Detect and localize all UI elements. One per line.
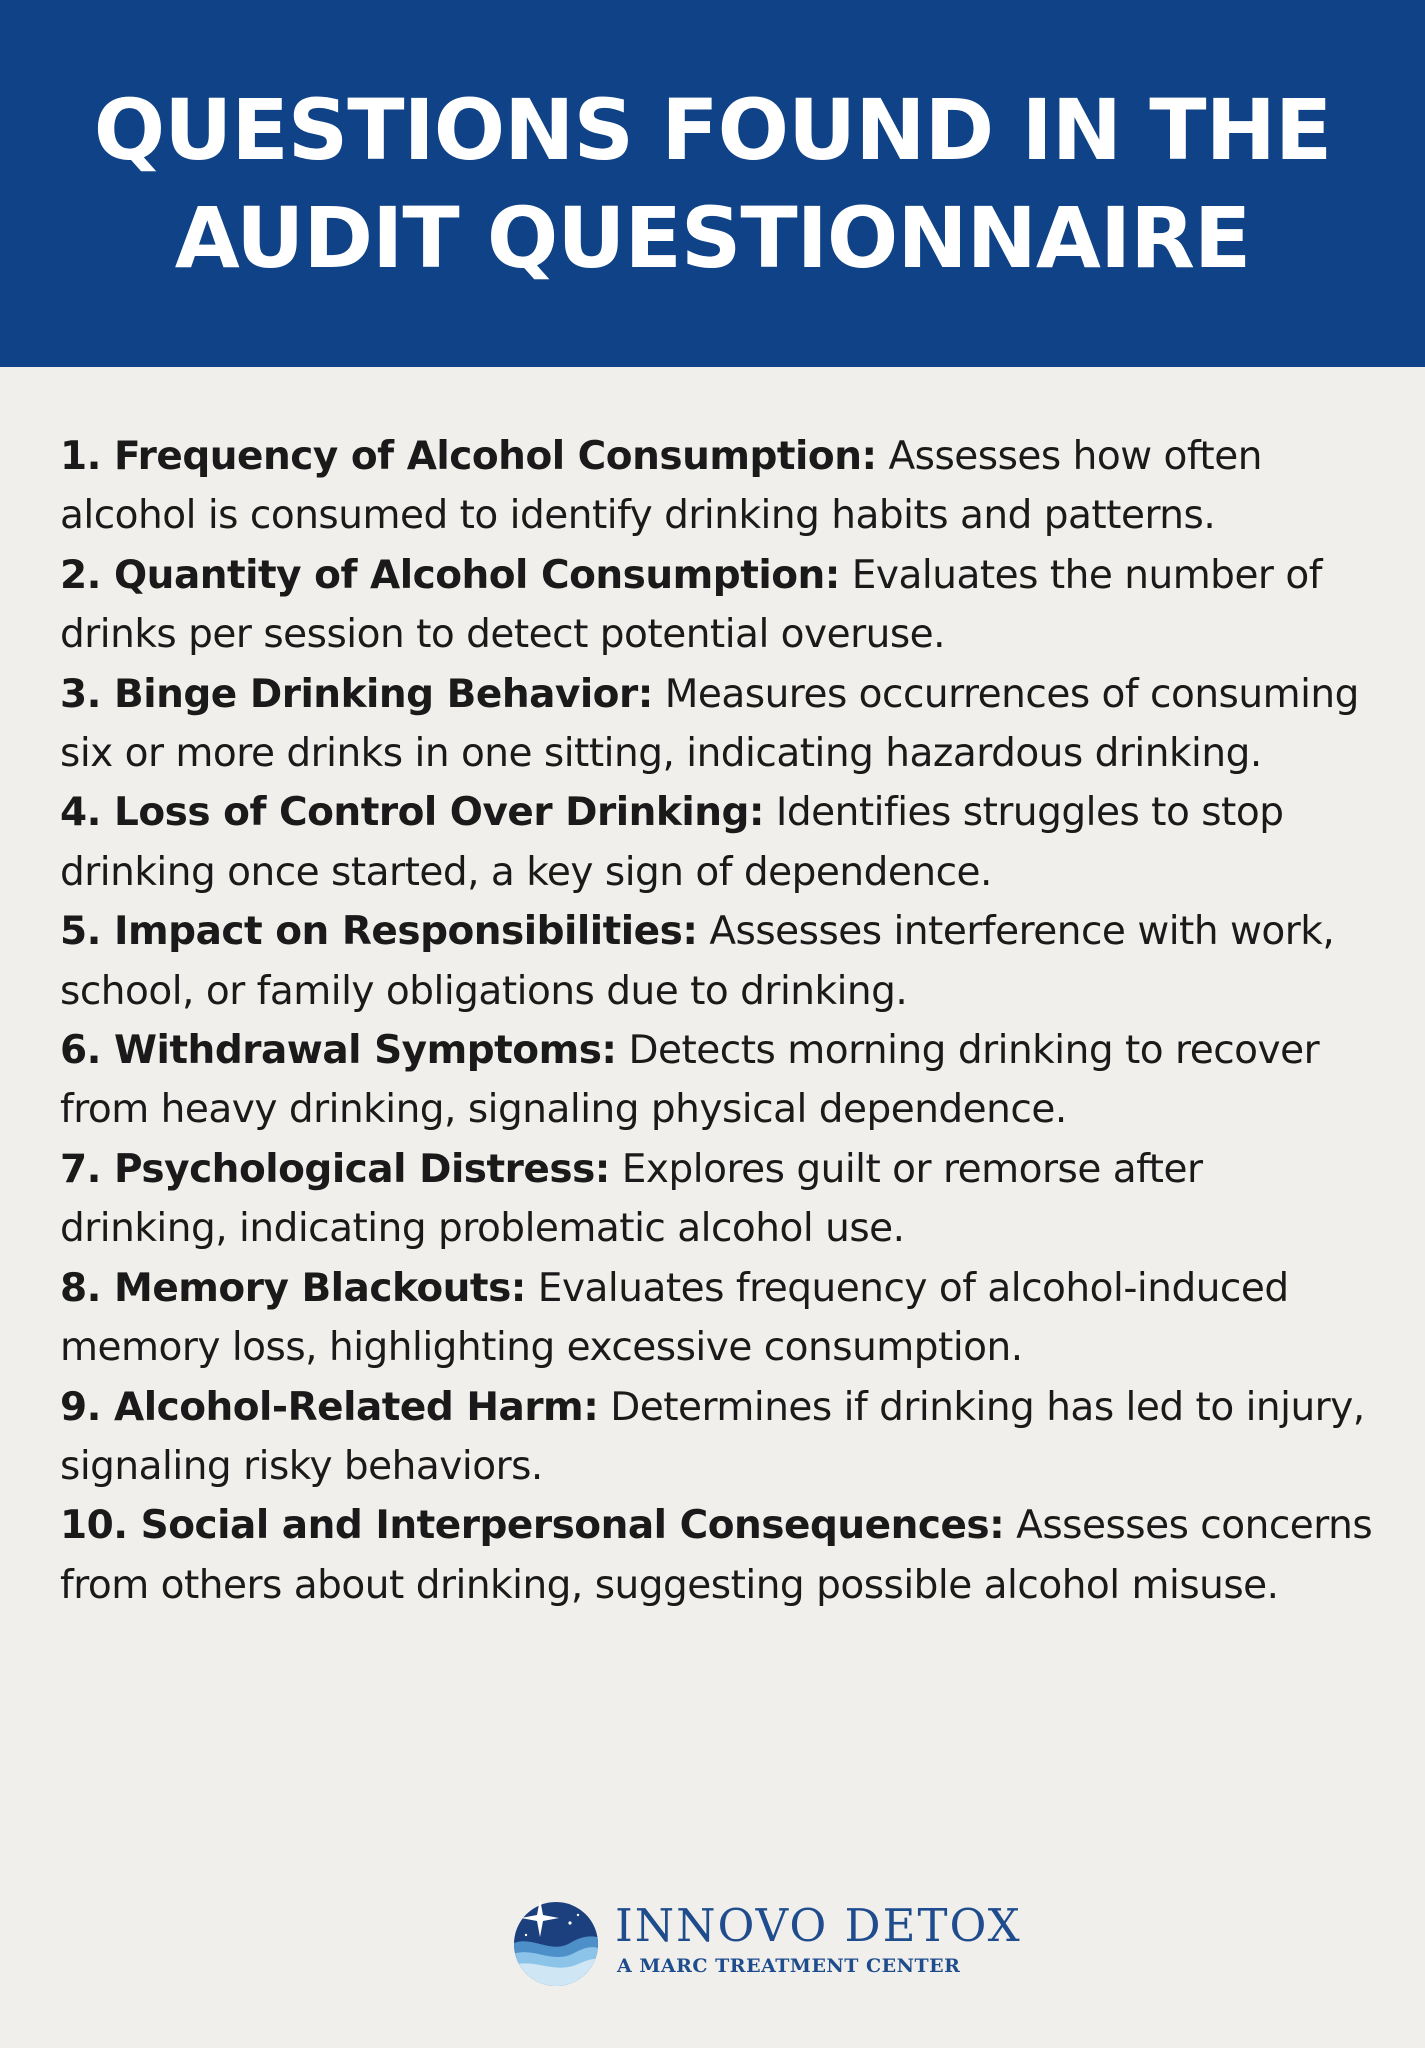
list-item <box>60 1378 1380 1497</box>
list-item <box>60 1140 1380 1259</box>
item-description: Evaluates the number of drinks per session to detect potential overuse. <box>60 552 1322 658</box>
item-description: Assesses how often alcohol is consumed to identify drinking habits and patterns. <box>60 434 1262 539</box>
item-heading: 1. Frequency of Alcohol Consumption: <box>60 434 877 479</box>
list-item <box>60 546 1380 665</box>
item-heading: 5. Impact on Responsibilities: <box>60 909 698 955</box>
item-description: Detects morning drinking to recover from heavy drinking, signaling physical dependence. <box>60 1028 1320 1133</box>
brand-logo <box>510 1893 1030 1988</box>
item-description: Assesses concerns from others about drinking, suggesting possible alcohol misuse. <box>60 1503 1373 1608</box>
item-heading: 6. Withdrawal Symptoms: <box>60 1028 617 1074</box>
question-list <box>60 427 1380 1615</box>
item-description: Determines if drinking has led to injury, signaling risky behaviors. <box>60 1384 1365 1489</box>
item-heading: 4. Loss of Control Over Drinking: <box>60 790 764 836</box>
list-item <box>60 427 1380 546</box>
brand-name: INNOVO DETOX <box>615 1899 1022 1952</box>
item-heading: 10. Social and Interpersonal Consequences: <box>60 1503 1005 1549</box>
item-heading: 2. Quantity of Alcohol Consumption: <box>60 552 840 598</box>
page-title-line-2: AUDIT QUESTIONNAIRE <box>174 188 1251 287</box>
page-title-line-1: QUESTIONS FOUND IN THE <box>93 80 1332 179</box>
page-header <box>0 0 1425 367</box>
item-description: Explores guilt or remorse after drinking, indicating problematic alcohol use. <box>60 1146 1203 1252</box>
item-description: Identifies struggles to stop drinking once started, a key sign of dependence. <box>60 790 1284 895</box>
list-item <box>60 1259 1380 1378</box>
item-heading: 8. Memory Blackouts: <box>60 1265 526 1311</box>
list-item <box>60 1496 1380 1615</box>
list-item <box>60 665 1380 784</box>
list-item <box>60 783 1380 902</box>
list-item <box>60 1021 1380 1140</box>
list-item <box>60 902 1380 1021</box>
brand-tagline: A MARC TREATMENT CENTER <box>617 1955 961 1977</box>
wave-globe-logo-icon <box>510 1893 602 1988</box>
item-heading: 9. Alcohol-Related Harm: <box>60 1384 599 1430</box>
item-description: Measures occurrences of consuming six or more drinks in one sitting, indicating hazardous drinking. <box>60 671 1359 777</box>
item-heading: 7. Psychological Distress: <box>60 1146 610 1192</box>
item-description: Assesses interference with work, school, or family obligations due to drinking. <box>60 909 1335 1014</box>
item-heading: 3. Binge Drinking Behavior: <box>60 671 653 717</box>
item-description: Evaluates frequency of alcohol-induced memory loss, highlighting excessive consumption. <box>60 1265 1289 1371</box>
